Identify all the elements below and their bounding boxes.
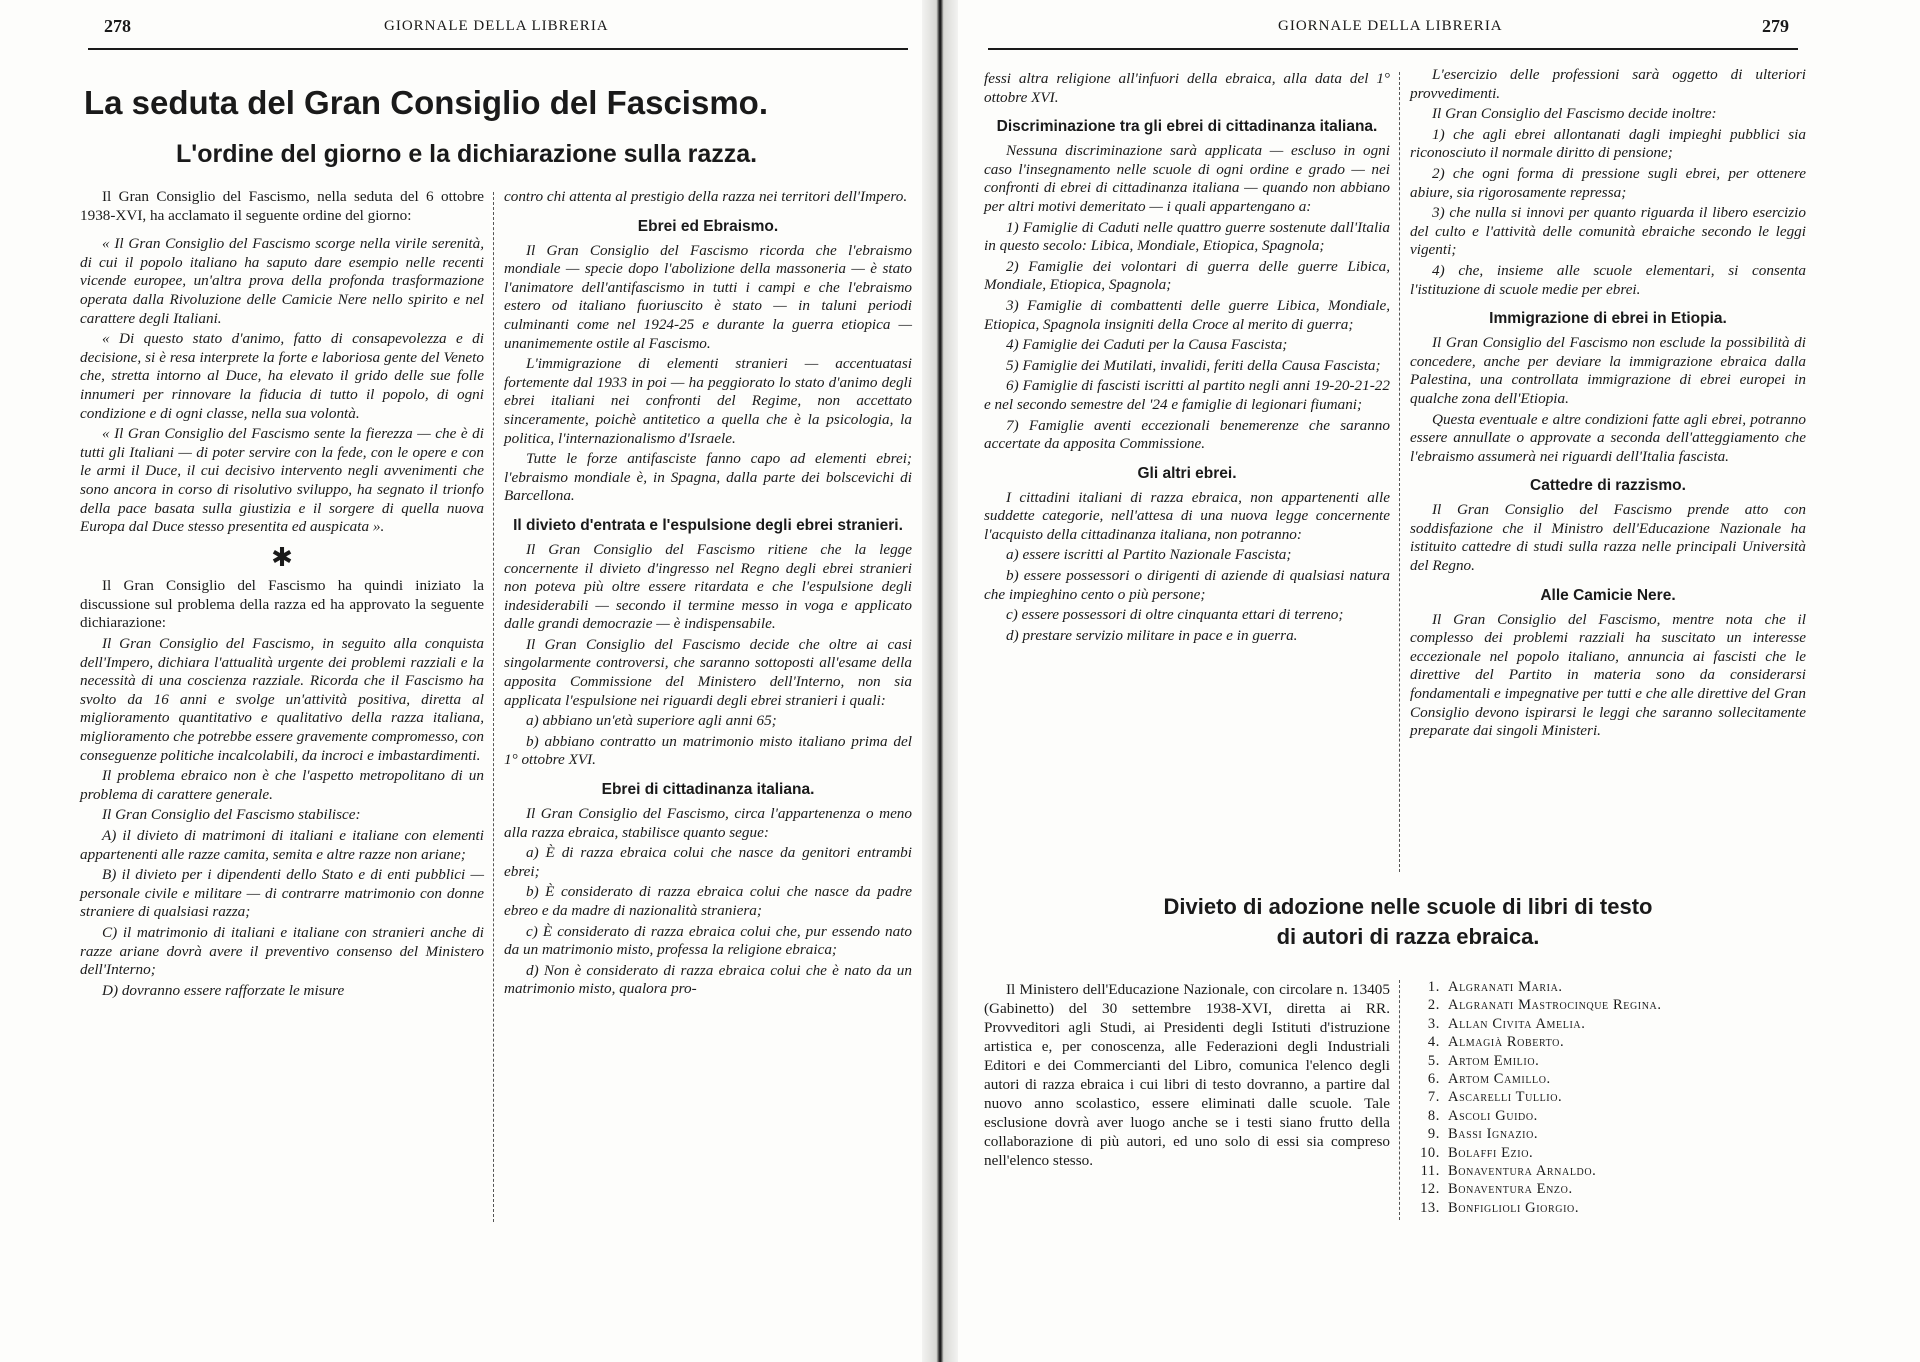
author-number: 10. [1420,1144,1440,1161]
section-heading: Il divieto d'entrata e l'espulsione degli ebrei stranieri. [513,516,903,534]
paragraph: A) il divieto di matrimoni di italiani e italiane con elementi appartenenti alle razze camita, semita e altre razze non ariane; [80,827,484,863]
paragraph: 1) che agli ebrei allontanati dagli impieghi pubblici sia riconosciuto il normale diritto di pensione; [1410,125,1806,162]
author-list [1406,978,1662,1217]
paragraph: D) dovranno essere rafforzate le misure [102,981,345,999]
running-head: GIORNALE DELLA LIBRERIA [1278,18,1503,34]
section-heading: Cattedre di razzismo. [1530,477,1686,495]
author-list-item [1406,1052,1662,1070]
paragraph: Nessuna discriminazione sarà applicata — escluso in ogni caso l'insegnamento nelle scuole di ogni ordine e grado — nei confronti di ebrei di cittadinanza italiana — quando non abbiano per altri motivi demeritato — i quali appartengano a: [984,142,1390,215]
author-list-item [1406,1180,1662,1198]
author-name: Allan Civita Amelia. [1448,1015,1586,1032]
paragraph: Il Gran Consiglio del Fascismo ha quindi iniziato la discussione sul problema della razza ed ha approvato la seguente dichiarazione: [80,577,484,632]
paragraph: d) Non è considerato di razza ebraica colui che è nato da un matrimonio misto, qualora pro- [504,961,912,998]
section2-title [1058,892,1758,952]
article-title: La seduta del Gran Consiglio del Fascismo. [84,84,768,121]
author-name: Almagià Roberto. [1448,1034,1565,1051]
author-number: 2. [1427,997,1440,1014]
paragraph: 7) Famiglie aventi eccezionali benemerenze che saranno accertate da apposita Commissione. [984,416,1390,453]
paragraph: « Il Gran Consiglio del Fascismo sente la fierezza — che è di tutti gli Italiani — di poter servire con la fede, con le opere e con le armi il Duce, il cui decisivo intervento negli avvenimenti che sono ancora in corso di risolutivo sviluppo, ha segnato il trionfo della pace basata sulla giustizia e il sorgere di quella nuova Europa dal Duce stesso presentita ed auspicata ». [80,425,484,536]
left-column-1 [80,188,484,1002]
author-name: Bonfiglioli Giorgio. [1448,1199,1580,1216]
paragraph: 1) Famiglie di Caduti nelle quattro guerre sostenute dall'Italia in questo secolo: Libica, Mondiale, Etiopica, Spagnola; [984,218,1390,255]
column-divider [1399,980,1400,1220]
section2-title-line2: di autori di razza ebraica. [1276,924,1540,949]
paragraph: 4) che, insieme alle scuole elementari, si consenta l'istituzione di scuole medie per ebrei. [1410,261,1806,298]
paragraph: fessi altra religione all'infuori della ebraica, alla data del 1° ottobre XVI. [984,70,1390,106]
paragraph: c) essere possessori di oltre cinquanta ettari di terreno; [1006,606,1344,624]
right-page [958,0,1920,1362]
article-subtitle: L'ordine del giorno e la dichiarazione sulla razza. [176,140,758,168]
paragraph: a) abbiano un'età superiore agli anni 65; [526,712,777,730]
paragraph: 4) Famiglie dei Caduti per la Causa Fascista; [1006,336,1288,354]
paragraph: Il Gran Consiglio del Fascismo non esclude la possibilità di concedere, anche per deviare la immigrazione ebraica dalla Palestina, una controllata immigrazione di ebrei europei in qualche zona dell'Etiopia. [1410,334,1806,407]
author-list-item [1406,978,1662,996]
author-number: 4. [1427,1034,1440,1051]
page-number: 278 [104,16,131,36]
left-page [0,0,922,1362]
paragraph: Il Gran Consiglio del Fascismo, in seguito alla conquista dell'Impero, dichiara l'attualità urgente dei problemi razziali e la necessità di una coscienza razziale. Ricorda che il Fascismo ha svolto da 16 anni e svolge un'attività positiva, diretta al miglioramento quantitativo e qualitativo della razza italiana, miglioramento che potrebbe essere gravemente compromesso, con conseguenze politiche incalcolabili, da incroci e imbastardimenti. [80,635,484,764]
column-divider [1399,72,1400,872]
author-number: 9. [1427,1126,1440,1143]
paragraph: B) il divieto per i dipendenti dello Stato e di enti pubblici — personale civile e militare — di contrarre matrimonio con donne straniere di qualsiasi razza; [80,866,484,921]
author-name: Bolaffi Ezio. [1448,1144,1534,1161]
paragraph: 5) Famiglie dei Mutilati, invalidi, feriti della Causa Fascista; [1006,356,1381,374]
column-divider [493,192,494,1222]
author-name: Ascarelli Tullio. [1448,1089,1563,1106]
paragraph: a) essere iscritti al Partito Nazionale Fascista; [1006,546,1292,564]
paragraph: d) prestare servizio militare in pace e in guerra. [1006,626,1298,644]
author-list-item [1406,1199,1662,1217]
author-name: Algranati Maria. [1448,979,1563,995]
author-list-item [1406,1125,1662,1143]
page-number: 279 [1762,16,1789,36]
paragraph: Questa eventuale e altre condizioni fatte agli ebrei, potranno essere annullate o approvate a seconda dell'atteggiamento che l'ebraismo assumerà nei riguardi dell'Italia fascista. [1410,410,1806,465]
author-name: Artom Emilio. [1448,1052,1540,1069]
section2-body [984,980,1390,1172]
header-rule [88,48,908,50]
section-heading: Immigrazione di ebrei in Etiopia. [1489,310,1727,328]
paragraph: b) È considerato di razza ebraica colui che nasce da padre ebreo e da madre di nazionalità straniera; [504,883,912,919]
paragraph: a) È di razza ebraica colui che nasce da genitori entrambi ebrei; [504,844,912,880]
author-list-item [1406,1033,1662,1051]
paragraph: b) abbiano contratto un matrimonio misto italiano prima del 1° ottobre XVI. [504,732,912,769]
author-list-item [1406,996,1662,1014]
paragraph: Il Gran Consiglio del Fascismo decide inoltre: [1432,105,1717,123]
section-heading: Ebrei di cittadinanza italiana. [601,781,815,799]
right-column-2 [1410,66,1806,743]
paragraph: 3) Famiglie di combattenti delle guerre Libica, Mondiale, Etiopica, Spagnola insigniti della Croce al merito di guerra; [984,296,1390,333]
paragraph: b) essere possessori o dirigenti di aziende di qualsiasi natura che impieghino cento o più persone; [984,567,1390,603]
paragraph: Il Gran Consiglio del Fascismo, circa l'appartenenza o meno alla razza ebraica, stabilisce quanto segue: [504,805,912,841]
paragraph: Tutte le forze antifasciste fanno capo ad elementi ebrei; l'ebraismo mondiale è, in Spagna, dalla parte dei bolscevichi di Barcellona. [504,450,912,505]
author-number: 11. [1420,1163,1440,1180]
author-number: 1. [1427,979,1440,995]
paragraph: Il Gran Consiglio del Fascismo, nella seduta del 6 ottobre 1938-XVI, ha acclamato il seguente ordine del giorno: [80,188,484,224]
section-heading: Gli altri ebrei. [1137,464,1237,482]
author-list-item [1406,1088,1662,1106]
section2-title-line1: Divieto di adozione nelle scuole di libri di testo [1163,894,1653,919]
author-name: Bonaventura Arnaldo. [1448,1163,1597,1180]
paragraph: Il Gran Consiglio del Fascismo prende atto con soddisfazione che il Ministro dell'Educazione Nazionale ha istituito cattedre di studi sulla razza nelle principali Università del Regno. [1410,501,1806,575]
author-name: Algranati Mastrocinque Regina. [1448,997,1662,1014]
paragraph: « Di questo stato d'animo, fatto di consapevolezza e di decisione, si è resa interprete la forte e laboriosa gente del Veneto che, stretta intorno al Duce, ha elevato il grido delle sue folle innumeri per rinnovare la fiducia di tutto il popolo, di ogni condizione e di ogni classe, nella sua volontà. [80,330,484,422]
author-name: Bassi Ignazio. [1448,1126,1539,1143]
paragraph: L'immigrazione di elementi stranieri — accentuatasi fortemente dal 1933 in poi — ha peggiorato lo stato d'animo degli ebrei italiani nei confronti del Regime, non accettato sinceramente, poichè antitetico a quella che è la psicologia, la politica, l'internazionalismo d'Israele. [504,355,912,447]
paragraph: 6) Famiglie di fascisti iscritti al partito negli anni 19-20-21-22 e nel secondo semestre del '24 e famiglie di legionari fiumani; [984,377,1390,413]
author-number: 12. [1420,1181,1440,1198]
paragraph: Il Gran Consiglio del Fascismo ricorda che l'ebraismo mondiale — specie dopo l'abolizione della massoneria — è stato l'animatore dell'antifascismo in tutti i campi e che l'ebraismo estero od italiano fuoriuscito è stato — in taluni periodi culminanti come nel 1924-25 e durante la guerra etiopica — unanimemente ostile al Fascismo. [504,241,912,352]
author-number: 8. [1427,1107,1440,1124]
paragraph: C) il matrimonio di italiani e italiane con stranieri anche di razze ariane dovrà avere il preventivo consenso del Ministero dell'Interno; [80,923,484,979]
left-column-2 [504,188,912,1001]
author-number: 7. [1427,1089,1440,1106]
paragraph: Il Gran Consiglio del Fascismo, mentre nota che il complesso dei problemi razziali ha suscitato un interesse eccezionale nel popolo italiano, annuncia ai fascisti che le direttive del Partito in materia sono da considerarsi fondamentali e impegnative per tutti e che alle direttive del Gran Consiglio devono ispirarsi le leggi che saranno sollecitamente preparate dai singoli Ministeri. [1410,610,1806,740]
author-name: Ascoli Guido. [1448,1107,1538,1124]
author-number: 6. [1427,1071,1440,1088]
paragraph: 2) Famiglie dei volontari di guerra delle guerre Libica, Mondiale, Etiopica, Spagnola; [984,257,1390,294]
section-heading: Ebrei ed Ebraismo. [637,217,779,235]
header-rule [988,48,1798,50]
paragraph: contro chi attenta al prestigio della razza nei territori dell'Impero. [504,188,908,205]
paragraph: L'esercizio delle professioni sarà oggetto di ulteriori provvedimenti. [1410,66,1806,102]
paragraph: Il Gran Consiglio del Fascismo ritiene che la legge concernente il divieto d'ingresso nel Regno degli ebrei stranieri non poteva più oltre essere ritardata e che l'espulsione degli indesiderabili — secondo il termine messo in voga e applicato dalle grandi democrazie — è indispensabile. [504,540,912,633]
author-list-item [1406,1107,1662,1125]
author-name: Bonaventura Enzo. [1448,1181,1573,1198]
author-number: 3. [1427,1015,1440,1032]
author-list-item [1406,1015,1662,1033]
section-star-divider: ✱ [271,542,293,572]
author-number: 5. [1427,1052,1440,1069]
paragraph: I cittadini italiani di razza ebraica, non appartenenti alle suddette categorie, nell'attesa di una nuova legge concernente l'acquisto della cittadinanza italiana, non potranno: [984,488,1390,543]
author-name: Artom Camillo. [1448,1071,1551,1088]
paragraph: Il Ministero dell'Educazione Nazionale, con circolare n. 13405 (Gabinetto) del 30 settembre 1938-XVI, diretta ai RR. Provveditori agli Studi, ai Presidenti degli Istituti d'istruzione artistica e, per conoscenza, alle Federazioni degli Industriali Editori e dei Commercianti del Libro, comunica l'elenco degli autori di razza ebraica i cui libri di testo dovranno, a partire dal nuovo anno scolastico, essere eliminati dalle scuole. Tale esclusione dovrà aver luogo anche se i testi siano frutto della collaborazione di più autori, ed uno solo di essi sia compreso nell'elenco stesso. [984,981,1390,1169]
author-number: 13. [1420,1199,1440,1216]
paragraph: Il problema ebraico non è che l'aspetto metropolitano di un problema di carattere generale. [80,767,484,803]
paragraph: « Il Gran Consiglio del Fascismo scorge nella virile serenità, di cui il popolo italiano ha saputo dare esempio nelle recenti vicende europee, un'altra prova della profonda trasformazione operata dalla Rivoluzione delle Camicie Nere nello spirito e nel carattere degli Italiani. [80,235,484,327]
running-head: GIORNALE DELLA LIBRERIA [384,18,609,34]
author-list-item [1406,1144,1662,1162]
paragraph: Il Gran Consiglio del Fascismo stabilisce: [102,806,361,824]
book-gutter [922,0,958,1362]
paragraph: Il Gran Consiglio del Fascismo decide che oltre ai casi singolarmente controversi, che saranno sottoposti all'esame della apposita Commissione del Ministero dell'Interno, non sia applicata l'espulsione nei riguardi degli ebrei stranieri i quali: [504,635,912,709]
author-list-item [1406,1162,1662,1180]
paragraph: 2) che ogni forma di pressione sugli ebrei, per ottenere abiure, sia rigorosamente repressa; [1410,164,1806,201]
section-heading: Alle Camicie Nere. [1540,586,1676,604]
paragraph: 3) che nulla si innovi per quanto riguarda il libero esercizio del culto e l'attività delle comunità ebraiche secondo le leggi vigenti; [1410,204,1806,259]
section-heading: Discriminazione tra gli ebrei di cittadinanza italiana. [996,118,1378,136]
right-column-1 [984,70,1390,647]
author-list-item [1406,1070,1662,1088]
paragraph: c) È considerato di razza ebraica colui che, pur essendo nato da un matrimonio misto, professa la religione ebraica; [504,922,912,959]
